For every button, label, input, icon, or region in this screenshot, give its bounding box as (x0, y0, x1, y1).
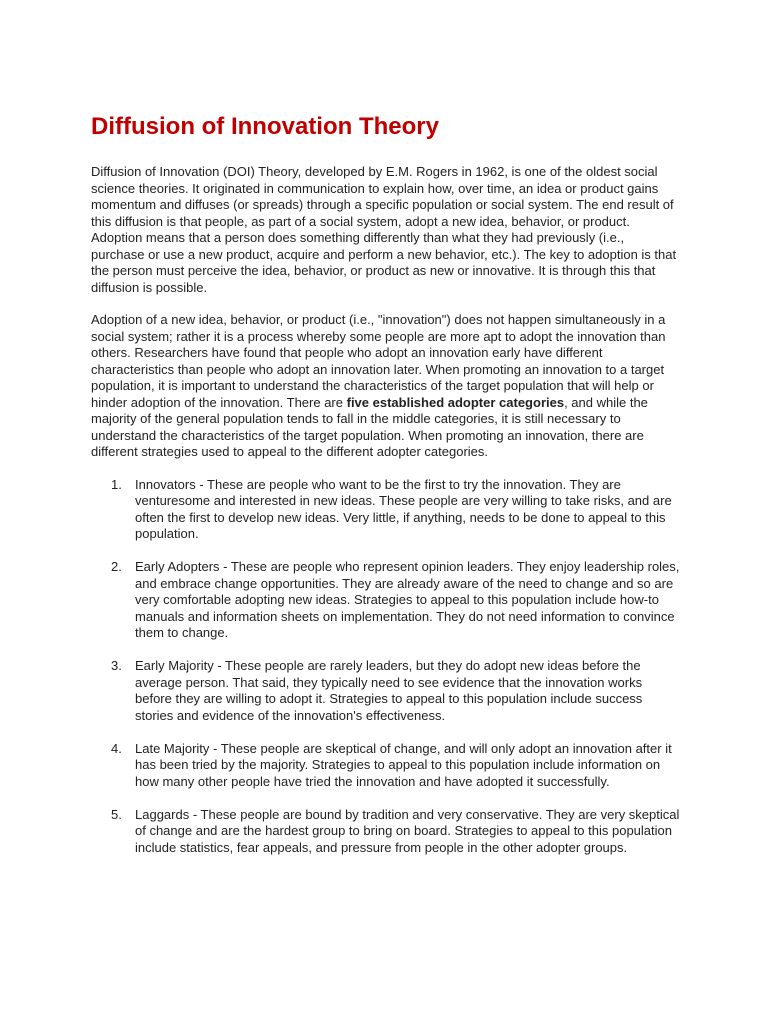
list-item-text: Early Majority - These people are rarely leaders, but they do adopt new ideas before the average person. That said, they typically need to see evidence that the innovation works before they are willing to adopt it. Strategies to appeal to this population include success stories and evidence of the innovation's effectiveness. (135, 658, 643, 723)
document-content (91, 112, 681, 873)
list-item-number: 5. (111, 806, 122, 822)
adoption-paragraph-text-after: , and while the majority of the general population tends to fall in the middle categories, it is still necessary to understand the characteristics of the target population. When promoting an innovation, there are different strategies used to appeal to the different adopter categories. (91, 394, 648, 459)
list-item (91, 559, 681, 642)
adopter-categories-list (91, 477, 681, 857)
adoption-paragraph-bold-phrase: five established adopter categories (346, 394, 565, 410)
list-item (91, 477, 681, 543)
list-item-number: 3. (111, 658, 122, 673)
list-item (91, 658, 681, 724)
page-title: Diffusion of Innovation Theory (91, 113, 439, 140)
intro-paragraph: Diffusion of Innovation (DOI) Theory, developed by E.M. Rogers in 1962, is one of the oldest social science theories. It originated in communication to explain how, over time, an idea or product gains momentum and diffuses (or spreads) through a specific population or social system. The end result of this diffusion is that people, as part of a social system, adopt a new idea, behavior, or product. Adoption means that a person does something differently than what they had previously (i.e., purchase or use a new product, acquire and perform a new behavior, etc.). The key to adoption is that the person must perceive the idea, behavior, or product as new or innovative. It is through this that diffusion is possible. (91, 164, 677, 295)
list-item-number: 1. (111, 476, 122, 492)
list-item-text: Early Adopters - These are people who represent opinion leaders. They enjoy leadership roles, and embrace change opportunities. They are already aware of the need to change and so are very comfortable adopting new ideas. Strategies to appeal to this population include how-to manuals and information sheets on implementation. They do not need information to convince them to change. (135, 559, 680, 640)
list-item (91, 807, 681, 857)
list-item-text: Laggards - These people are bound by tradition and very conservative. They are very skeptical of change and are the hardest group to bring on board. Strategies to appeal to this population include statistics, fear appeals, and pressure from people in the other adopter groups. (135, 806, 680, 855)
list-item (91, 741, 681, 791)
list-item-number: 4. (111, 740, 122, 756)
list-item-text: Late Majority - These people are skeptical of change, and will only adopt an innovation after it has been tried by the majority. Strategies to appeal to this population include information on how many other people have tried the innovation and have adopted it successfully. (135, 740, 672, 789)
adoption-paragraph (91, 312, 681, 461)
adoption-paragraph-text-before: Adoption of a new idea, behavior, or product (i.e., "innovation") does not happen simultaneously in a social system; rather it is a process whereby some people are more apt to adopt the innovation than others. Researchers have found that people who adopt an innovation early have different characteristics than people who adopt an innovation later. When promoting an innovation to a target population, it is important to understand the characteristics of the target population that will help or hinder adoption of the innovation. There are (91, 312, 666, 410)
list-item-number: 2. (111, 559, 122, 574)
list-item-text: Innovators - These are people who want to be the first to try the innovation. They are venturesome and interested in new ideas. These people are very willing to take risks, and are often the first to develop new ideas. Very little, if anything, needs to be done to appeal to this population. (135, 476, 672, 541)
